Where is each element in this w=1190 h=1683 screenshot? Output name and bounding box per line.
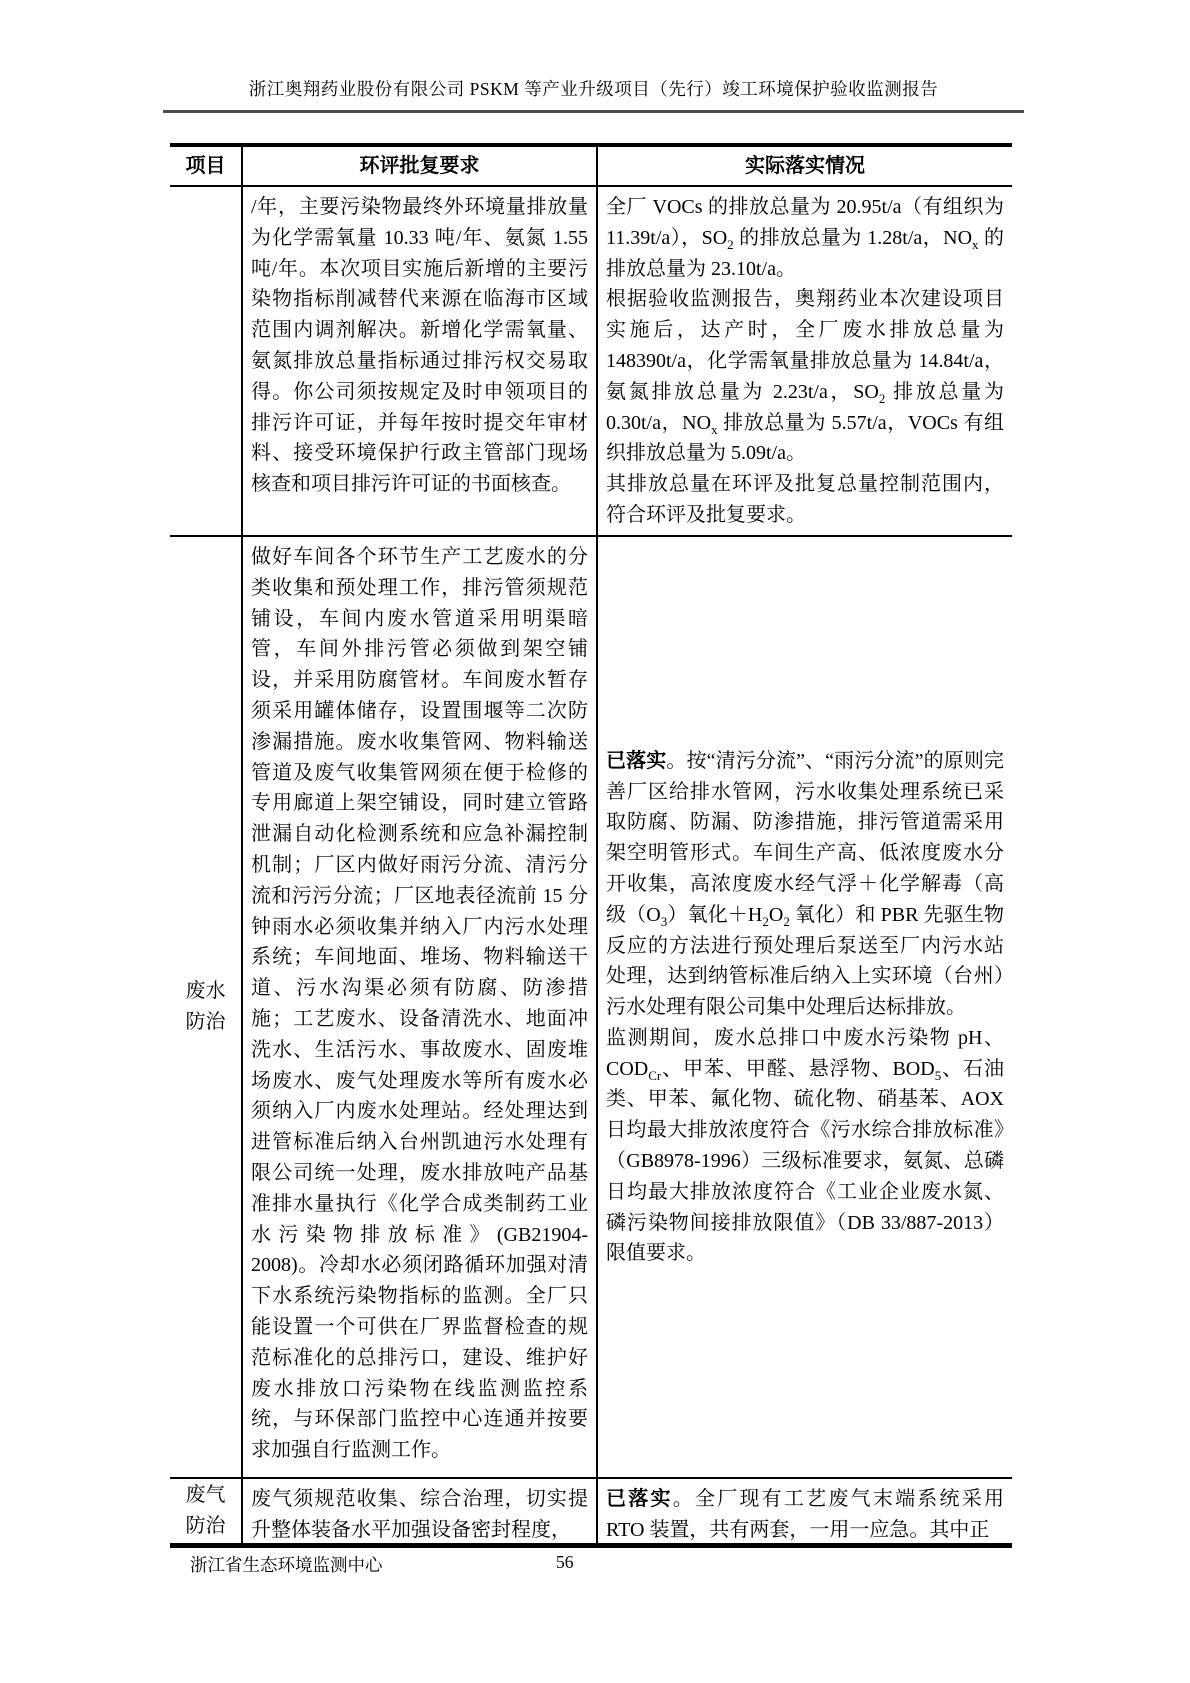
column-header-item: 项目 [170, 147, 243, 187]
footer-organization: 浙江省生态环境监测中心 [190, 1555, 383, 1575]
paragraph: 已落实。按“清污分流”、“雨污分流”的原则完善厂区给排水管网，污水收集处理系统已采取防腐、防漏、防渗措施，排污管道需采用架空明管形式。车间生产高、低浓度废水分开收集，高浓度废水经气浮＋化学解毒（高级$(O_3)$氧化$+H_2O_2$ 氧化）和 PBR 先驱生物反应的方法进行预处理后泵送至厂内污水站处理，达到纳管标准后纳入上实环境（台州）污水处理有限公司集中处理后达标排放。 [606, 749, 1004, 1019]
paragraph: 全厂 VOCs 的排放总量为 20.95t/a（有组织为 11.39t/a），$SO_2$ 的排放总量为 1.28t/a，$NO_x$ 的排放总量为 23.10t/a。 [606, 196, 1004, 280]
header-divider-rule [163, 110, 1024, 113]
paragraph: 其排放总量在环评及批复总量控制范围内，符合环评及批复要求。 [606, 473, 1004, 526]
column-header-requirement: 环评批复要求 [243, 147, 598, 187]
paragraph: 已落实。全厂现有工艺废气末端系统采用 RTO 装置，共有两套，一用一应急。其中正 [606, 1488, 1005, 1541]
row-item-label-wastewater: 废水防治 [170, 537, 243, 1479]
paragraph: 做好车间各个环节生产工艺废水的分类收集和预处理工作，排污管须规范铺设，车间内废水管道采用明渠暗管，车间外排污管必须做到架空铺设，并采用防腐管材。车间废水暂存须采用罐体储存，设置围堰等二次防渗漏措施。废水收集管网、物料输送管道及废气收集管网须在便于检修的专用廊道上架空铺设，同时建立管路泄漏自动化检测系统和应急补漏控制机制；厂区内做好雨污分流、清污分流和污污分流；厂区地表径流前 15 分钟雨水必须收集并纳入厂内污水处理系统；车间地面、堆场、物料输送干道、污水沟渠必须有防腐、防渗措施；工艺废水、设备清洗水、地面冲洗水、生活污水、事故废水、固废堆场废水、废气处理废水等所有废水必须纳入厂内废水处理站。经处理达到进管标准后纳入台州凯迪污水处理有限公司统一处理，废水排放吨产品基准排水量执行《化学合成类制药工业水污染物排放标准》(GB21904-2008)。冷却水必须闭路循环加强对清下水系统污染物指标的监测。全厂只能设置一个可供在厂界监督检查的规范标准化的总排污口，建设、维护好废水排放口污染物在线监测监控系统，与环保部门监控中心连通并按要求加强自行监测工作。 [251, 546, 588, 1462]
paragraph: 废气须规范收集、综合治理，切实提升整体装备水平加强设备密封程度， [251, 1488, 588, 1541]
implementation-cell [598, 537, 1012, 1479]
page-header-title: 浙江奥翔药业股份有限公司 PSKM 等产业升级项目（先行）竣工环境保护验收监测报告 [248, 79, 939, 99]
requirement-cell [243, 537, 598, 1479]
row-item-label-wastegas: 废气防治 [170, 1479, 243, 1543]
row-item-label [170, 187, 243, 537]
requirement-cell [243, 1479, 598, 1543]
paragraph: /年，主要污染物最终外环境量排放量为化学需氧量 10.33 吨/年、氨氮 1.55 吨/年。本次项目实施后新增的主要污染物指标削减替代来源在临海市区域范围内调剂解决。新增化学需氧量、氨氮排放总量指标通过排污权交易取得。你公司须按规定及时申领项目的排污许可证，并每年按时提交年审材料、接受环境保护行政主管部门现场核查和项目排污许可证的书面核查。 [251, 196, 588, 496]
implementation-cell [598, 1479, 1012, 1543]
requirement-cell [243, 187, 598, 537]
footer-page-number: 56 [556, 1552, 574, 1572]
column-header-implementation: 实际落实情况 [598, 147, 1012, 187]
paragraph: 根据验收监测报告，奥翔药业本次建设项目实施后，达产时，全厂废水排放总量为 148390t/a，化学需氧量排放总量为 14.84t/a，氨氮排放总量为 2.23t/a，$SO_2$ 排放总量为 0.30t/a，$NO_x$ 排放总量为 5.57t/a，VOCs 有组织排放总量为 5.09t/a。 [606, 288, 1005, 465]
approval-implementation-table [170, 143, 1012, 1548]
paragraph: 监测期间，废水总排口中废水污染物 pH、$COD_{Cr}$、甲苯、甲醛、悬浮物、$BOD_5$、石油类、甲苯、氟化物、硫化物、硝基苯、AOX 日均最大排放浓度符合《污水综合排放标准》（GB8978-1996）三级标准要求，氨氮、总磷日均最大排放浓度符合《工业企业废水氮、磷污染物间接排放限值》（DB 33/887-2013）限值要求。 [606, 1026, 1004, 1265]
implementation-cell [598, 187, 1012, 537]
